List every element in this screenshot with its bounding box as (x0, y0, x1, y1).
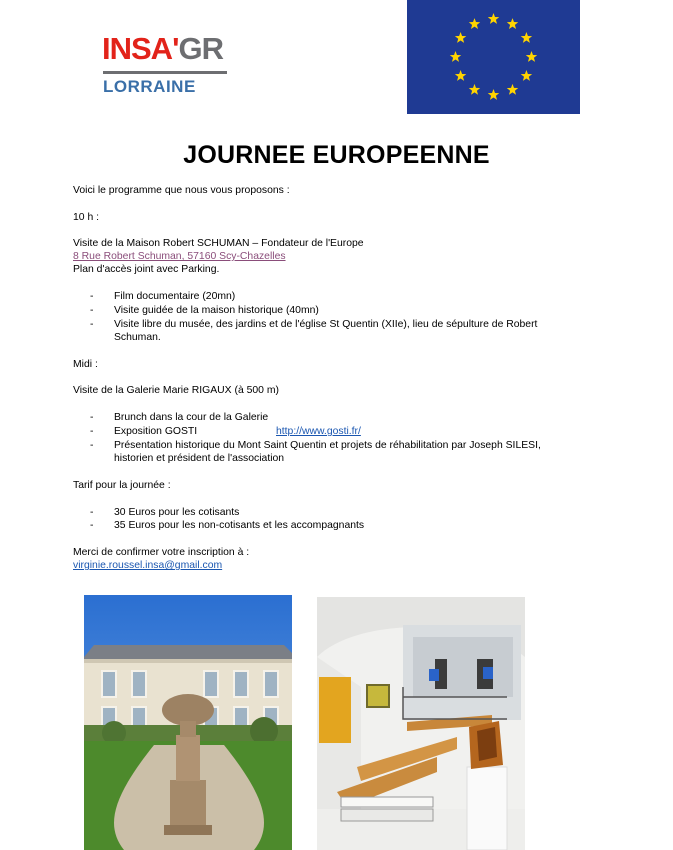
morning-time: 10 h : (73, 212, 99, 223)
gosti-link[interactable]: http://www.gosti.fr/ (276, 426, 361, 437)
list-item: Visite libre du musée, des jardins et de l'église St Quentin (XIIe), lieu de sépulture de Robert (114, 319, 538, 330)
confirm-text: Merci de confirmer votre inscription à : (73, 547, 250, 558)
eu-flag (407, 0, 580, 114)
list-bullet: - (90, 291, 94, 302)
noon-visit: Visite de la Galerie Marie RIGAUX (à 500 m) (73, 385, 279, 396)
eu-star-icon (521, 32, 532, 43)
eu-star-icon (507, 18, 518, 29)
gallery-interior-photo (317, 597, 525, 850)
logo-region: LORRAINE (103, 77, 196, 96)
eu-flag-stars (407, 0, 580, 114)
list-item-continuation: Schuman. (114, 332, 161, 343)
eu-star-icon (469, 84, 480, 95)
eu-star-icon (526, 51, 537, 62)
noon-time: Midi : (73, 359, 98, 370)
eu-star-icon (455, 32, 466, 43)
schuman-house-photo (84, 595, 292, 850)
page-title: JOURNEE EUROPEENNE (183, 141, 490, 169)
logo-divider (103, 71, 227, 74)
list-item-continuation: historien et président de l'association (114, 453, 285, 464)
list-bullet: - (90, 507, 94, 518)
list-bullet: - (90, 412, 94, 423)
list-item: 35 Euros pour les non-cotisants et les accompagnants (114, 520, 365, 531)
list-bullet: - (90, 319, 94, 330)
list-bullet: - (90, 426, 94, 437)
eu-star-icon (469, 18, 480, 29)
email-link[interactable]: virginie.roussel.insa@gmail.com (73, 560, 223, 571)
logo-gr-text: GR (178, 31, 223, 66)
eu-star-icon (507, 84, 518, 95)
tarif-heading: Tarif pour la journée : (73, 480, 171, 491)
eu-star-icon (521, 70, 532, 81)
logo-insa-text: INSA (102, 31, 173, 66)
list-item: Film documentaire (20mn) (114, 291, 236, 302)
list-bullet: - (90, 305, 94, 316)
eu-star-icon (450, 51, 461, 62)
morning-visit: Visite de la Maison Robert SCHUMAN – Fondateur de l'Europe (73, 238, 364, 249)
insa-logo (102, 33, 223, 64)
list-item: Brunch dans la cour de la Galerie (114, 412, 269, 423)
list-item: Présentation historique du Mont Saint Quentin et projets de réhabilitation par Joseph SILESI, (114, 440, 541, 451)
list-item: Exposition GOSTI (114, 426, 198, 437)
eu-star-icon (488, 89, 499, 100)
eu-star-icon (488, 13, 499, 24)
list-item: 30 Euros pour les cotisants (114, 507, 240, 518)
logo-apostrophe: ' (172, 31, 179, 66)
list-bullet: - (90, 440, 94, 451)
access-note: Plan d'accès joint avec Parking. (73, 264, 220, 275)
eu-star-icon (455, 70, 466, 81)
schuman-address-link[interactable]: 8 Rue Robert Schuman, 57160 Scy-Chazelles (73, 251, 286, 262)
list-bullet: - (90, 520, 94, 531)
list-item: Visite guidée de la maison historique (40mn) (114, 305, 319, 316)
intro-text: Voici le programme que nous vous proposons : (73, 185, 290, 196)
